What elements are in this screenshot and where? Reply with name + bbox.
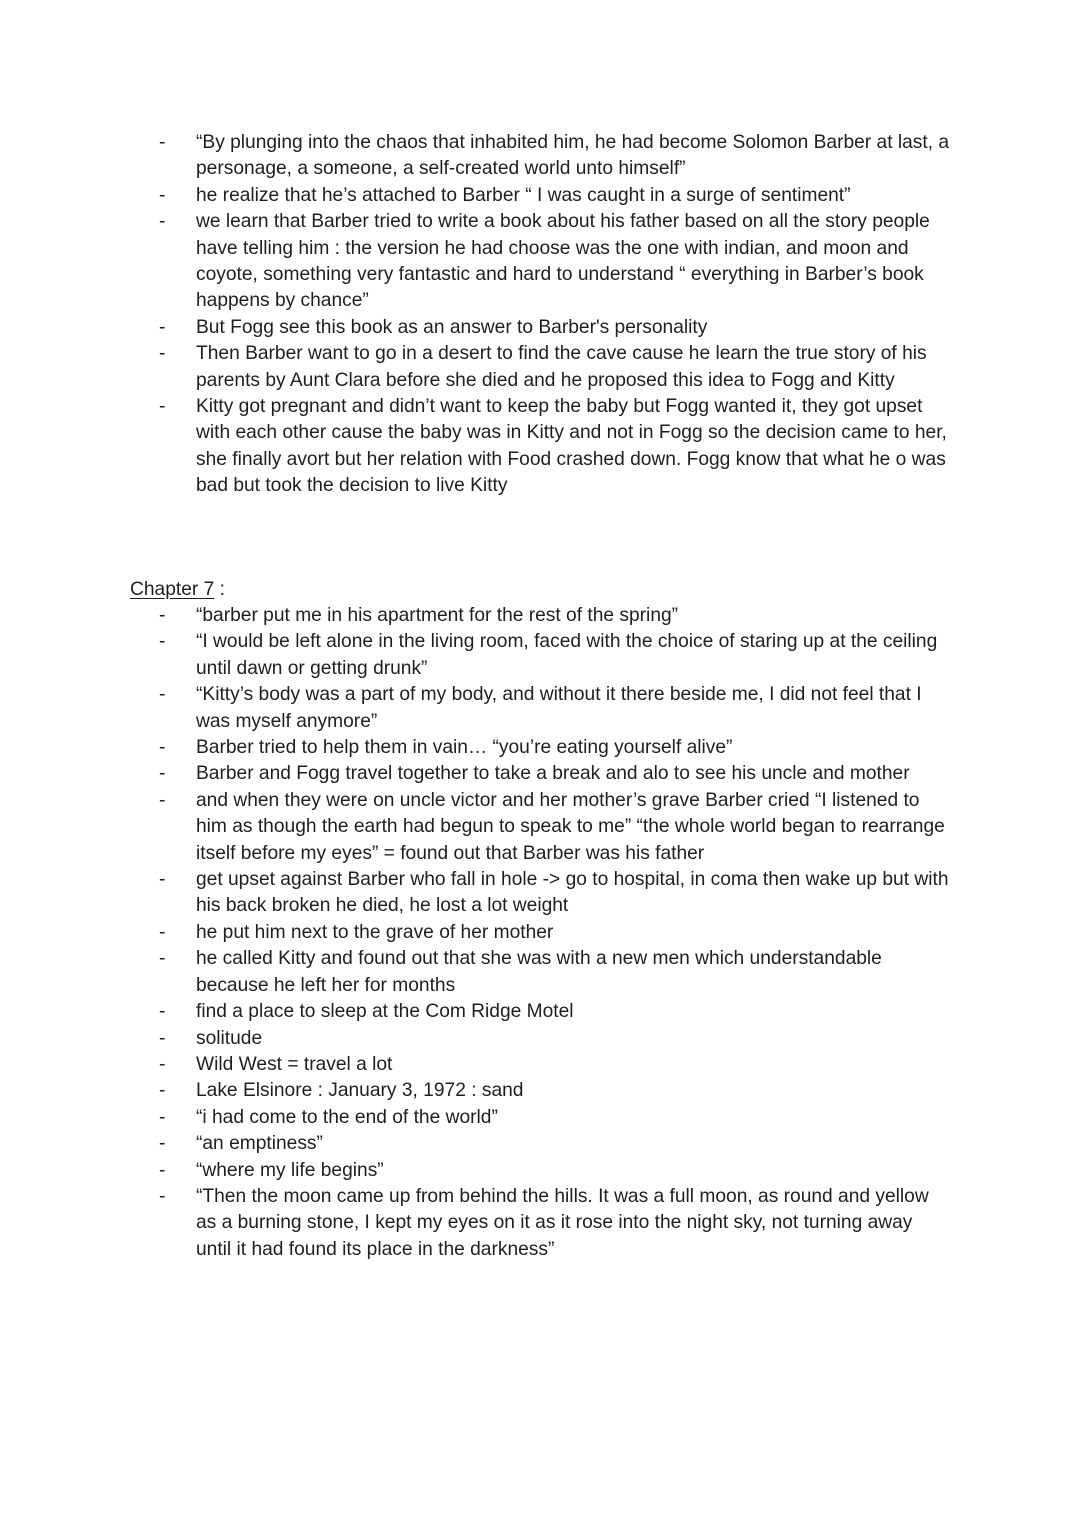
list-item-text: and when they were on uncle victor and her mother’s grave Barber cried “I listened to him as though the earth had begun to speak to me” “the whole world began to rearrange itself before my eyes” = found out that Barber was his father <box>196 789 945 864</box>
bullet-dash: - <box>159 631 166 653</box>
list-item <box>0 788 1080 867</box>
list-item <box>0 946 1080 999</box>
list-item-text: he called Kitty and found out that she was with a new men which understandable because he left her for months <box>196 948 882 996</box>
bullet-dash: - <box>159 184 166 206</box>
bullet-dash: - <box>159 869 166 891</box>
chapter-7-colon: : <box>214 579 225 600</box>
list-item-text: solitude <box>196 1027 263 1049</box>
list-item <box>0 130 1080 183</box>
list-item-text: he realize that he’s attached to Barber “ I was caught in a surge of sentiment” <box>196 184 851 206</box>
bullet-dash: - <box>159 948 166 970</box>
list-item-text: Barber tried to help them in vain… “you’re eating yourself alive” <box>196 737 733 759</box>
list-item <box>0 603 1080 629</box>
bullet-dash: - <box>159 684 166 706</box>
list-item <box>0 1105 1080 1131</box>
list-item <box>0 867 1080 920</box>
bullet-dash: - <box>159 789 166 811</box>
bullet-dash: - <box>159 1133 166 1155</box>
list-item <box>0 761 1080 787</box>
list-item-text: Wild West = travel a lot <box>196 1053 393 1075</box>
bullet-dash: - <box>159 1001 166 1023</box>
list-item <box>0 1052 1080 1078</box>
bullet-dash: - <box>159 605 166 626</box>
list-item <box>0 183 1080 209</box>
list-item-text: “i had come to the end of the world” <box>196 1106 498 1128</box>
list-item <box>0 1184 1080 1263</box>
bullet-dash: - <box>159 211 166 233</box>
bullet-dash: - <box>159 763 166 785</box>
list-item-text: “I would be left alone in the living room, faced with the choice of staring up at the ceiling until dawn or getting drunk” <box>196 631 938 679</box>
list-item <box>0 1158 1080 1184</box>
bullet-dash: - <box>159 316 166 338</box>
list-item <box>0 1078 1080 1104</box>
bullet-dash: - <box>159 343 166 365</box>
list-item <box>0 1026 1080 1052</box>
list-item-text: “By plunging into the chaos that inhabited him, he had become Solomon Barber at last, a personage, a someone, a self-created world unto himself” <box>196 132 950 180</box>
list-item-text: he put him next to the grave of her mother <box>196 921 554 943</box>
bullet-dash: - <box>159 1080 166 1102</box>
chapter-7-heading <box>130 577 225 603</box>
bullet-dash: - <box>159 921 166 943</box>
notes-list-part-1 <box>0 130 1080 500</box>
bullet-dash: - <box>159 1106 166 1128</box>
bullet-dash: - <box>159 396 166 418</box>
list-item-text: “an emptiness” <box>196 1133 323 1155</box>
list-item <box>0 999 1080 1025</box>
list-item-text: get upset against Barber who fall in hole -> go to hospital, in coma then wake up but with his back broken he died, he lost a lot weight <box>196 869 949 917</box>
bullet-dash: - <box>159 1185 166 1207</box>
list-item-text: we learn that Barber tried to write a book about his father based on all the story people have telling him : the version he had choose was the one with indian, and moon and coyote, something very fantastic and hard to understand “ everything in Barber’s book happens by chance” <box>196 211 930 312</box>
bullet-dash: - <box>159 737 166 759</box>
list-item-text: Lake Elsinore : January 3, 1972 : sand <box>196 1080 524 1102</box>
bullet-dash: - <box>159 1053 166 1075</box>
list-item-text: Kitty got pregnant and didn’t want to keep the baby but Fogg wanted it, they got upset with each other cause the baby was in Kitty and not in Fogg so the decision came to her, she finally avort but her relation with Food crashed down. Fogg know that what he o was bad but took the decision to live Kitty <box>196 396 947 497</box>
list-item-text: “Kitty’s body was a part of my body, and without it there beside me, I did not feel that I was myself anymore” <box>196 684 922 732</box>
list-item-text: Then Barber want to go in a desert to find the cave cause he learn the true story of his parents by Aunt Clara before she died and he proposed this idea to Fogg and Kitty <box>196 343 927 391</box>
list-item <box>0 209 1080 315</box>
list-item-text: “barber put me in his apartment for the rest of the spring” <box>196 605 679 626</box>
list-item <box>0 920 1080 946</box>
list-item <box>0 629 1080 682</box>
bullet-dash: - <box>159 132 166 153</box>
bullet-dash: - <box>159 1159 166 1181</box>
list-item-text: “Then the moon came up from behind the hills. It was a full moon, as round and yellow as a burning stone, I kept my eyes on it as it rose into the night sky, not turning away until it had found its place in the darkness” <box>196 1185 929 1260</box>
list-item-text: find a place to sleep at the Com Ridge Motel <box>196 1001 574 1023</box>
chapter-7-title: Chapter 7 <box>130 579 215 600</box>
list-item <box>0 735 1080 761</box>
chapter-7-notes-list <box>0 603 1080 1263</box>
list-item <box>0 394 1080 500</box>
list-item-text: Barber and Fogg travel together to take a break and alo to see his uncle and mother <box>196 763 910 785</box>
list-item <box>0 341 1080 394</box>
list-item <box>0 682 1080 735</box>
list-item-text: “where my life begins” <box>196 1159 384 1181</box>
list-item <box>0 1131 1080 1157</box>
list-item <box>0 315 1080 341</box>
list-item-text: But Fogg see this book as an answer to Barber's personality <box>196 316 708 338</box>
bullet-dash: - <box>159 1027 166 1049</box>
